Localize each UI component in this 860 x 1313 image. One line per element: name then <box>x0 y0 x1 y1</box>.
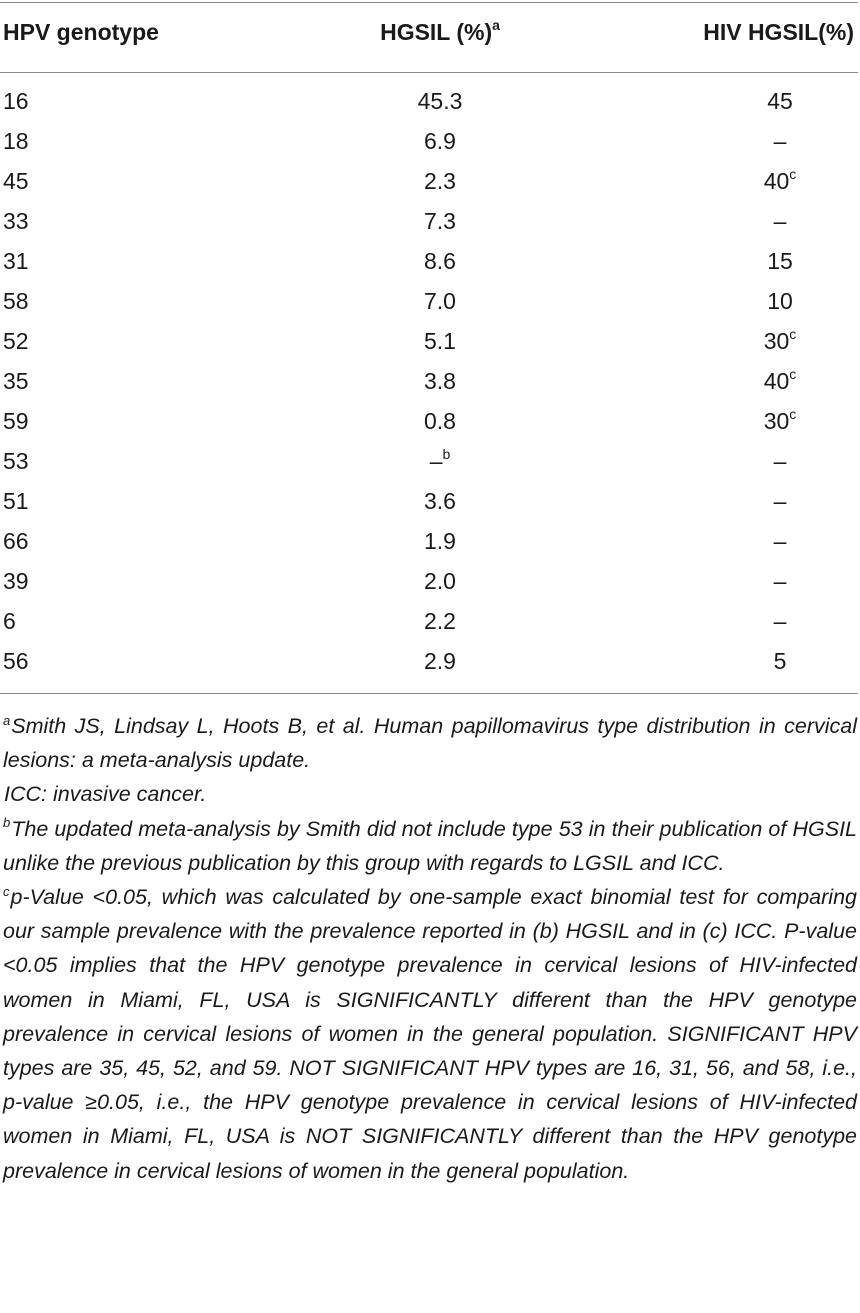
table-row <box>0 321 860 361</box>
cell-genotype: 31 <box>3 248 29 274</box>
cell-hiv-hgsil: 15 <box>767 248 793 274</box>
table-top-rule <box>0 2 858 3</box>
table-bottom-rule <box>0 693 858 694</box>
cell-hgsil: 45.3 <box>417 88 463 114</box>
cell-hgsil: –$^b$ <box>429 446 451 474</box>
cell-hiv-hgsil: – <box>773 128 787 154</box>
cell-genotype: 58 <box>3 288 29 314</box>
cell-genotype: 59 <box>3 408 29 434</box>
cell-hiv-hgsil: 5 <box>773 648 787 674</box>
table-row <box>0 121 860 161</box>
cell-genotype: 33 <box>3 208 29 234</box>
cell-hgsil: 3.6 <box>424 488 456 514</box>
table-row <box>0 641 860 681</box>
cell-hiv-hgsil: – <box>773 568 787 594</box>
table-row <box>0 361 860 401</box>
table-row <box>0 161 860 201</box>
footnote <box>3 777 857 811</box>
cell-genotype: 52 <box>3 328 29 354</box>
header-rule <box>0 72 858 73</box>
footnote-text: Smith JS, Lindsay L, Hoots B, et al. Human papillomavirus type distribution in cervical lesions: a meta-analysis update. <box>3 714 857 773</box>
cell-genotype: 6 <box>3 608 16 634</box>
table-row <box>0 441 860 481</box>
footnote-text: ICC: invasive cancer. <box>4 782 207 807</box>
cell-hiv-hgsil: 40$^c$ <box>763 166 797 194</box>
column-header-genotype: HPV genotype <box>3 19 159 45</box>
cell-genotype: 56 <box>3 648 29 674</box>
cell-hiv-hgsil: 30$^c$ <box>763 406 797 434</box>
cell-hgsil: 3.8 <box>424 368 456 394</box>
cell-genotype: 16 <box>3 88 29 114</box>
table-row <box>0 241 860 281</box>
cell-hgsil: 7.3 <box>424 208 456 234</box>
table-body <box>0 81 860 681</box>
table-row <box>0 481 860 521</box>
cell-genotype: 53 <box>3 448 29 474</box>
footnote <box>3 880 857 1188</box>
cell-genotype: 39 <box>3 568 29 594</box>
cell-hgsil: 2.9 <box>424 648 456 674</box>
table-row <box>0 401 860 441</box>
cell-hiv-hgsil: 30$^c$ <box>763 326 797 354</box>
cell-genotype: 51 <box>3 488 29 514</box>
cell-hgsil: 2.2 <box>424 608 456 634</box>
footnote-text: p-Value <0.05, which was calculated by one-sample exact binomial test for comparing our sample prevalence with the prevalence reported in (b) HGSIL and in (c) ICC. P-value <0.05 implies that the HPV genotype prevalence in cervical lesions of HIV-infected women in Miami, FL, USA is SIGNIFICANTLY different than the HPV genotype prevalence in cervical lesions of women in the general population. SIGNIFICANT HPV types are 35, 45, 52, and 59. NOT SIGNIFICANT HPV types are 16, 31, 56, and 58, i.e., p-value ≥0.05, i.e., the HPV genotype prevalence in cervical lesions of HIV-infected women in Miami, FL, USA is NOT SIGNIFICANTLY different than the HPV genotype prevalence in cervical lesions of women in the general population. <box>3 885 857 1183</box>
cell-hgsil: 0.8 <box>424 408 456 434</box>
table-row <box>0 81 860 121</box>
cell-hgsil: 1.9 <box>424 528 456 554</box>
cell-hgsil: 7.0 <box>424 288 456 314</box>
footnote-mark: c <box>3 883 10 899</box>
cell-genotype: 45 <box>3 168 29 194</box>
cell-hiv-hgsil: – <box>773 488 787 514</box>
footnote-text: The updated meta-analysis by Smith did not include type 53 in their publication of HGSIL unlike the previous publication by this group with regards to LGSIL and ICC. <box>3 816 857 875</box>
cell-genotype: 18 <box>3 128 29 154</box>
footnote-mark: a <box>3 712 11 728</box>
cell-hiv-hgsil: – <box>773 448 787 474</box>
table-row <box>0 521 860 561</box>
table-row <box>0 561 860 601</box>
cell-hgsil: 5.1 <box>424 328 456 354</box>
cell-hiv-hgsil: 10 <box>767 288 793 314</box>
column-header-hgsil: HGSIL (%)$^a$ <box>380 17 500 45</box>
cell-hiv-hgsil: 45 <box>767 88 793 114</box>
cell-hiv-hgsil: – <box>773 608 787 634</box>
table-row <box>0 281 860 321</box>
cell-hiv-hgsil: 40$^c$ <box>763 366 797 394</box>
cell-hiv-hgsil: – <box>773 528 787 554</box>
table-row <box>0 601 860 641</box>
cell-genotype: 66 <box>3 528 29 554</box>
table-row <box>0 201 860 241</box>
cell-hiv-hgsil: – <box>773 208 787 234</box>
cell-hgsil: 2.3 <box>424 168 456 194</box>
cell-hgsil: 2.0 <box>424 568 456 594</box>
footnote <box>3 812 857 880</box>
column-header-hiv-hgsil: HIV HGSIL(%) <box>703 19 854 45</box>
cell-hgsil: 6.9 <box>424 128 456 154</box>
footnote-mark: b <box>3 815 11 831</box>
footnote <box>3 709 857 777</box>
cell-genotype: 35 <box>3 368 29 394</box>
cell-hgsil: 8.6 <box>424 248 456 274</box>
table-footnotes <box>3 709 857 1188</box>
